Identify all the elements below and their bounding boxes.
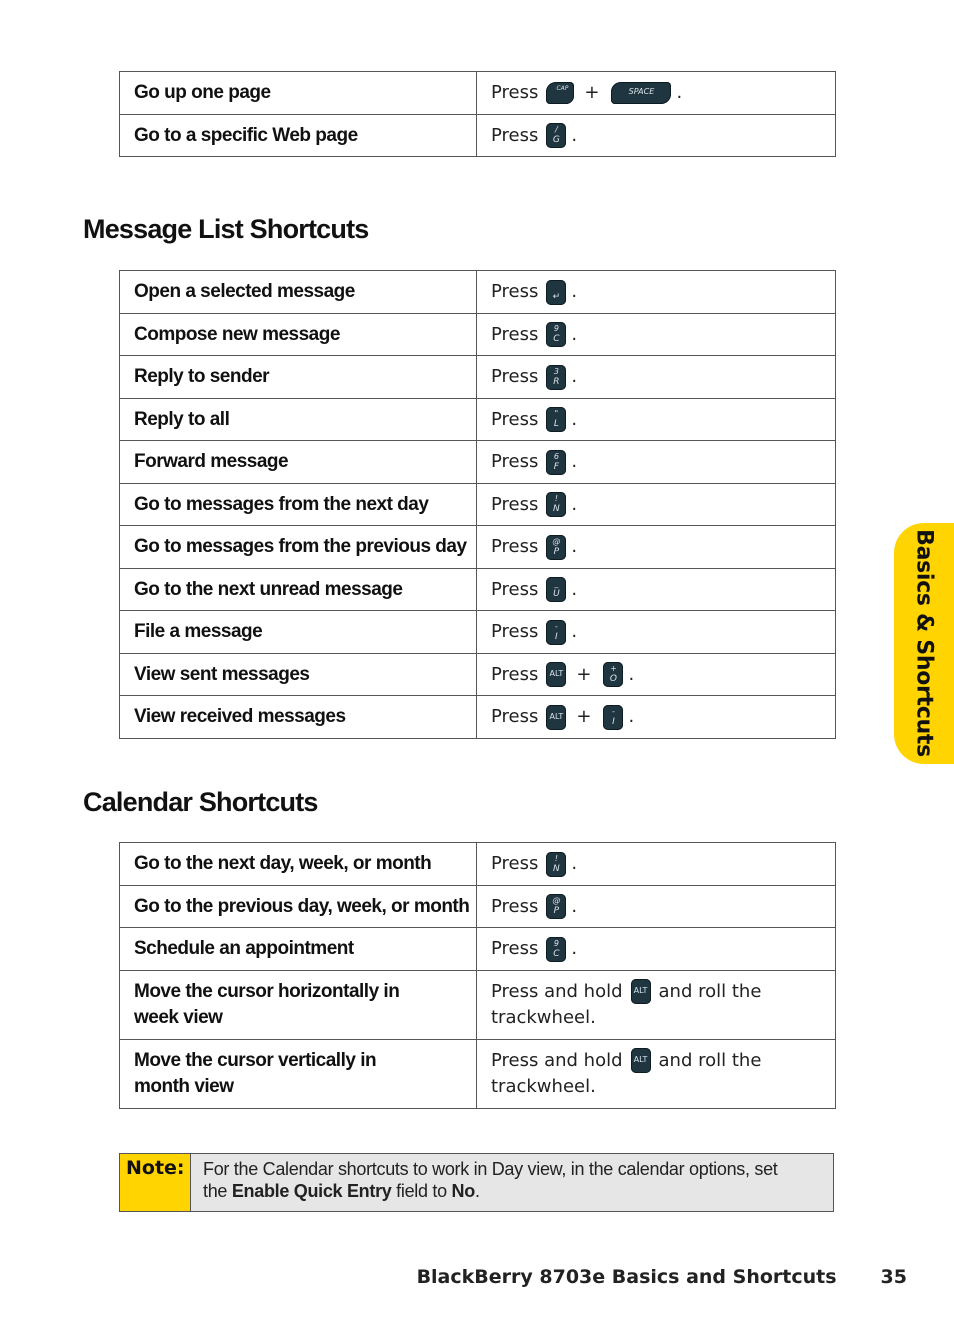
note-label: Note: [120, 1154, 191, 1211]
footer-title: BlackBerry 8703e Basics and Shortcuts [416, 1266, 837, 1288]
table-row [120, 72, 835, 115]
key-icon: 9 C [546, 937, 566, 962]
page-number: 35 [880, 1266, 907, 1288]
period-text: . [571, 408, 578, 430]
press-text: Press [491, 493, 539, 515]
key-icon: 9 C [546, 322, 566, 347]
key-cell [477, 271, 835, 313]
press-text: Press [491, 366, 539, 387]
note-box [119, 1153, 834, 1212]
key-icon: - I [603, 705, 623, 730]
action-cell: Compose new message [120, 314, 477, 356]
action-cell: Go to a specific Web page [120, 115, 477, 157]
g-key-icon: / G [546, 123, 566, 148]
table-row [120, 696, 835, 739]
key-cell [477, 886, 835, 928]
table-row [120, 654, 835, 697]
key-icon: ↵ [546, 280, 566, 305]
table-row [120, 356, 835, 399]
action-cell: View sent messages [120, 654, 477, 696]
key-cell [477, 115, 835, 157]
press-text: Press [491, 578, 539, 600]
press-text: Press [491, 663, 539, 685]
action-cell: Reply to sender [120, 356, 477, 398]
note-text: For the Calendar shortcuts to work in Day view, in the calendar options, set the Enable Quick Entry field to No. [203, 1159, 778, 1201]
period-text: . [571, 366, 578, 387]
period-text: . [571, 536, 578, 557]
page-footer [417, 1266, 907, 1288]
action-cell: Go up one page [120, 72, 477, 114]
key-cell [477, 72, 835, 114]
table-row [120, 971, 835, 1040]
key-icon: ! N [546, 852, 566, 877]
key-icon: + O [603, 662, 623, 687]
key-cell [477, 611, 835, 653]
key-icon: - I [546, 620, 566, 645]
action-cell: Go to messages from the previous day [120, 526, 477, 568]
key-cell [477, 526, 835, 568]
key-icon: @ P [546, 894, 566, 919]
key-icon: _ U [546, 577, 566, 602]
table-row [120, 611, 835, 654]
action-cell: Move the cursor vertically in month view [120, 1040, 477, 1108]
key-cell [477, 843, 835, 885]
no-text: No [451, 1181, 475, 1201]
plus-text: + [576, 663, 592, 685]
browser-shortcuts-table [119, 71, 836, 157]
key-cell [477, 441, 835, 483]
press-text: Press [491, 124, 539, 146]
period-text: . [628, 706, 635, 727]
message-shortcuts-table [119, 270, 836, 739]
press-text: Press [491, 323, 539, 345]
period-text: . [571, 578, 578, 600]
key-icon: " L [546, 407, 566, 432]
period-text: . [676, 82, 683, 103]
plus-text: + [584, 82, 600, 103]
key-cell: Press and hold ALT and roll the trackwheel. [491, 980, 762, 1028]
alt-key-icon: ALT [631, 979, 651, 1004]
action-cell: Open a selected message [120, 271, 477, 313]
action-cell: Move the cursor horizontally in week view [120, 971, 477, 1039]
period-text: . [571, 281, 578, 302]
key-cell [477, 356, 835, 398]
alt-key-icon: ALT [546, 705, 566, 730]
key-icon: 6 F [546, 450, 566, 475]
table-row [120, 843, 835, 886]
key-cell [477, 484, 835, 526]
table-row [120, 115, 835, 158]
table-row [120, 399, 835, 442]
period-text: . [571, 621, 578, 642]
action-cell: Go to the previous day, week, or month [120, 886, 477, 928]
period-text: . [571, 493, 578, 515]
period-text: . [571, 895, 578, 917]
key-icon: ! N [546, 492, 566, 517]
press-text: Press [491, 621, 539, 642]
plus-text: + [576, 706, 592, 727]
press-text: Press [491, 706, 539, 727]
table-row [120, 1040, 835, 1109]
calendar-section-heading: Calendar Shortcuts [83, 787, 318, 817]
table-row [120, 886, 835, 929]
key-cell [477, 928, 835, 970]
key-cell [477, 569, 835, 611]
calendar-shortcuts-table [119, 842, 836, 1109]
action-cell: Go to the next unread message [120, 569, 477, 611]
key-cell: Press and hold ALT and roll the trackwheel. [491, 1049, 762, 1097]
key-cell [477, 654, 835, 696]
enable-quick-entry-text: Enable Quick Entry [231, 1181, 392, 1201]
press-text: Press [491, 408, 539, 430]
key-icon: @ P [546, 535, 566, 560]
table-row [120, 526, 835, 569]
table-row [120, 484, 835, 527]
table-row [120, 569, 835, 612]
period-text: . [571, 938, 578, 959]
message-section-heading: Message List Shortcuts [83, 214, 369, 244]
press-text: Press [491, 938, 539, 959]
cap-key-icon: CAP [546, 82, 574, 104]
press-text: Press [491, 281, 539, 302]
action-cell: Reply to all [120, 399, 477, 441]
action-cell: Forward message [120, 441, 477, 483]
alt-key-icon: ALT [631, 1048, 651, 1073]
key-icon: 3 R [546, 365, 566, 390]
press-text: Press [491, 82, 539, 103]
action-cell: Schedule an appointment [120, 928, 477, 970]
table-row [120, 441, 835, 484]
period-text: . [571, 323, 578, 345]
space-key-icon: SPACE [611, 82, 671, 104]
period-text: . [628, 663, 635, 685]
key-cell [477, 314, 835, 356]
action-cell: Go to the next day, week, or month [120, 843, 477, 885]
period-text: . [571, 853, 578, 874]
period-text: . [571, 124, 578, 146]
key-cell [477, 399, 835, 441]
key-cell [477, 696, 835, 738]
alt-key-icon: ALT [546, 662, 566, 687]
action-cell: Go to messages from the next day [120, 484, 477, 526]
press-text: Press [491, 895, 539, 917]
table-row [120, 314, 835, 357]
press-text: Press [491, 853, 539, 874]
table-row [120, 928, 835, 971]
table-row [120, 271, 835, 314]
press-text: Press [491, 451, 539, 472]
press-text: Press [491, 536, 539, 557]
chapter-tab [894, 523, 954, 764]
period-text: . [571, 451, 578, 472]
action-cell: View received messages [120, 696, 477, 738]
action-cell: File a message [120, 611, 477, 653]
chapter-tab-label: Basics & Shortcuts [911, 529, 937, 757]
